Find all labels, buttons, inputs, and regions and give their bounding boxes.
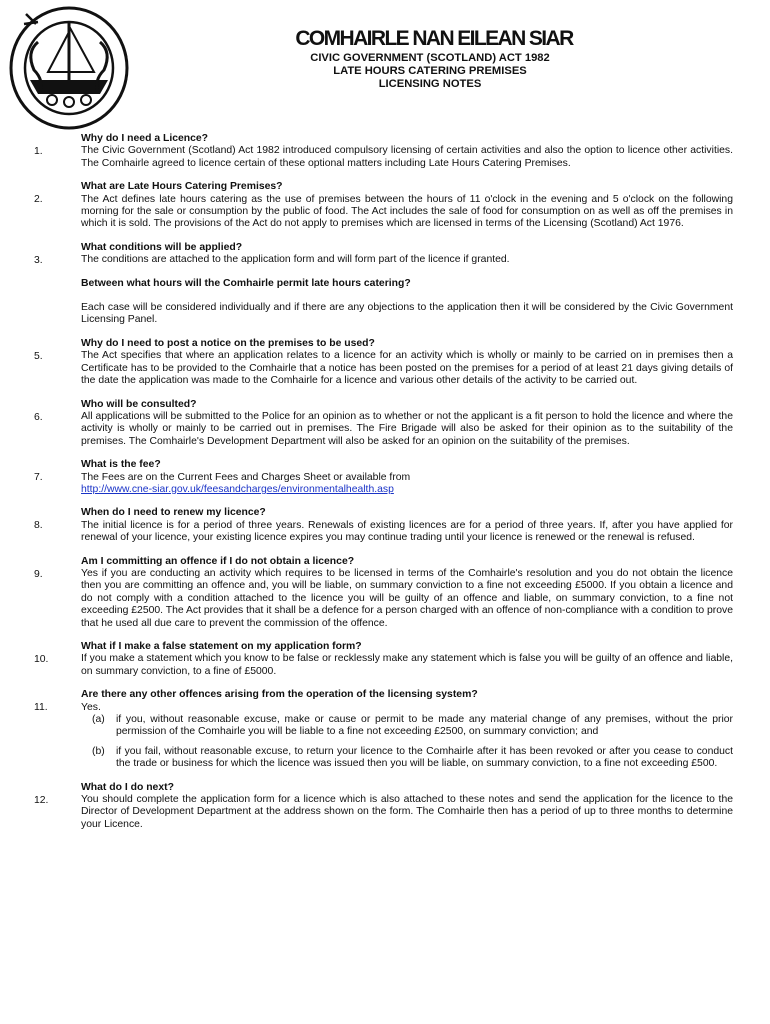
section-question: When do I need to renew my licence? <box>81 507 266 519</box>
section-number: 3. <box>34 254 43 266</box>
section-6 <box>0 399 770 449</box>
section-number: 6. <box>34 411 43 423</box>
council-crest-logo <box>8 2 130 132</box>
document-type: LICENSING NOTES <box>378 78 482 90</box>
premises-type: LATE HOURS CATERING PREMISES <box>333 65 527 77</box>
item-label: (a) <box>92 714 105 726</box>
section-8 <box>0 507 770 544</box>
item-text: if you fail, without reasonable excuse, to return your licence to the Comhairle after it has been revoked or after you cease to conduct the trade or business for which the licence was issued then you will be liable, on summary conviction, to a fine not exceeding £500. <box>116 745 733 770</box>
section-number: 1. <box>34 146 43 157</box>
act-title: CIVIC GOVERNMENT (SCOTLAND) ACT 1982 <box>310 52 550 64</box>
section-answer: The Civic Government (Scotland) Act 1982 introduced compulsory licensing of certain activities and also the option to licence other activities. The Comhairle agreed to licence certain of these optional matters including Late Hours Catering Premises. <box>81 145 733 169</box>
section-answer: The Act defines late hours catering as the use of premises between the hours of 11 o'clock in the evening and 5 o'clock on the following morning for the sale or consumption by the public of food. The Act includes the sale of food for consumption on as well as off the premises in which it is sold. The provisions of the Act do not apply to premises which are licensed in terms of the Licensing (Scotland) Act 1976. <box>81 193 733 230</box>
document-header <box>130 26 730 91</box>
section-7 <box>0 459 770 496</box>
section-answer: Each case will be considered individually and if there are any objections to the application then it will be considered by the Civic Government Licensing Panel. <box>81 302 733 326</box>
section-question: Are there any other offences arising from the operation of the licensing system? <box>81 689 478 701</box>
section-number: 7. <box>34 472 43 484</box>
council-name: COMHAIRLE NAN EILEAN SIAR <box>295 27 573 50</box>
section-answer: The conditions are attached to the application form and will form part of the licence if granted. <box>81 254 510 266</box>
section-answer: All applications will be submitted to the Police for an opinion as to whether or not the applicant is a fit person to hold the licence and where the activity is wholly or mainly to be carried out in premises. The Fire Brigade will also be asked for their opinion as to the suitability of the premises. The Comhairle's Development Department will also be asked for an opinion on the suitability of the premises. <box>81 410 733 447</box>
section-9 <box>0 556 770 630</box>
section-number: 2. <box>34 194 43 206</box>
section-number: 5. <box>34 350 43 362</box>
section-10 <box>0 641 770 678</box>
notes-body <box>0 133 770 842</box>
offence-item-a <box>92 714 733 739</box>
section-answer: The Act specifies that where an application relates to a licence for an activity which is wholly or mainly to be carried on in premises then a Certificate has to be provided to the Comhairle that a notice has been posted on the premises for a period of at least 21 days giving details of the date the application was made to the Comhairle for a licence and various other details of the activity to be carried out. <box>81 350 733 387</box>
section-question: Why do I need a Licence? <box>81 133 209 144</box>
section-number: 12. <box>34 794 49 806</box>
offence-item-b <box>92 745 733 771</box>
section-question: What conditions will be applied? <box>81 241 243 253</box>
section-answer: Yes if you are conducting an activity which requires to be licensed in terms of the Comhairle's resolution and you do not obtain the licence then you are committing an offence and, you will be liable, on summary conviction to a fine not exceeding £5000. If you obtain a licence and do not comply with a condition attached to the licence you will be guilty of an offence and liable, on summary conviction, to a fine not exceeding £2500. The Act provides that it shall be a defence for a person charged with an offence of non-compliance with a condition to prove that he used all due care to prevent the commission of the offence. <box>81 567 733 629</box>
section-hours <box>0 278 770 327</box>
section-number: 9. <box>34 568 43 580</box>
section-answer: Yes. <box>81 701 101 713</box>
section-question: Who will be consulted? <box>81 398 197 410</box>
section-question: What are Late Hours Catering Premises? <box>81 181 283 193</box>
section-number: 11. <box>34 702 48 714</box>
item-label: (b) <box>92 745 105 757</box>
section-question: What do I do next? <box>81 781 174 793</box>
section-question: Between what hours will the Comhairle permit late hours catering? <box>81 277 411 289</box>
section-12 <box>0 782 770 832</box>
section-question: Why do I need to post a notice on the premises to be used? <box>81 337 375 349</box>
section-11 <box>0 689 770 770</box>
section-question: What is the fee? <box>81 459 161 471</box>
section-5 <box>0 338 770 388</box>
section-number: 10. <box>34 654 49 665</box>
section-3 <box>0 242 770 267</box>
item-text: if you, without reasonable excuse, make or cause or permit to be made any material change of any premises, without the prior permission of the Comhairle you will be liable to a fine not exceeding £2500, on summary conviction; and <box>116 714 733 738</box>
section-answer: If you make a statement which you know to be false or recklessly make any statement which is false you will be guilty of an offence and liable, on summary conviction, to a fine of £5000. <box>81 653 733 677</box>
section-answer: The initial licence is for a period of three years. Renewals of existing licences are for a period of three years. If, after you have applied for renewal of your licence, your existing licence expires you may continue trading until your licence is renewed or the renewal is refused. <box>81 519 733 544</box>
section-1 <box>0 133 770 170</box>
section-question: Am I committing an offence if I do not obtain a licence? <box>81 555 355 567</box>
section-answer: You should complete the application form for a licence which is also attached to these notes and send the application for the licence to the Director of Development Department at the address shown on the form. The Comhairle then has a period of up to three months to determine your Licence. <box>81 794 733 830</box>
section-number: 8. <box>34 520 43 532</box>
section-answer: The Fees are on the Current Fees and Charges Sheet or available from <box>81 471 411 483</box>
fees-link[interactable]: http://www.cne-siar.gov.uk/feesandcharges/environmentalhealth.asp <box>81 483 394 495</box>
section-2 <box>0 181 770 231</box>
section-question: What if I make a false statement on my application form? <box>81 641 362 652</box>
